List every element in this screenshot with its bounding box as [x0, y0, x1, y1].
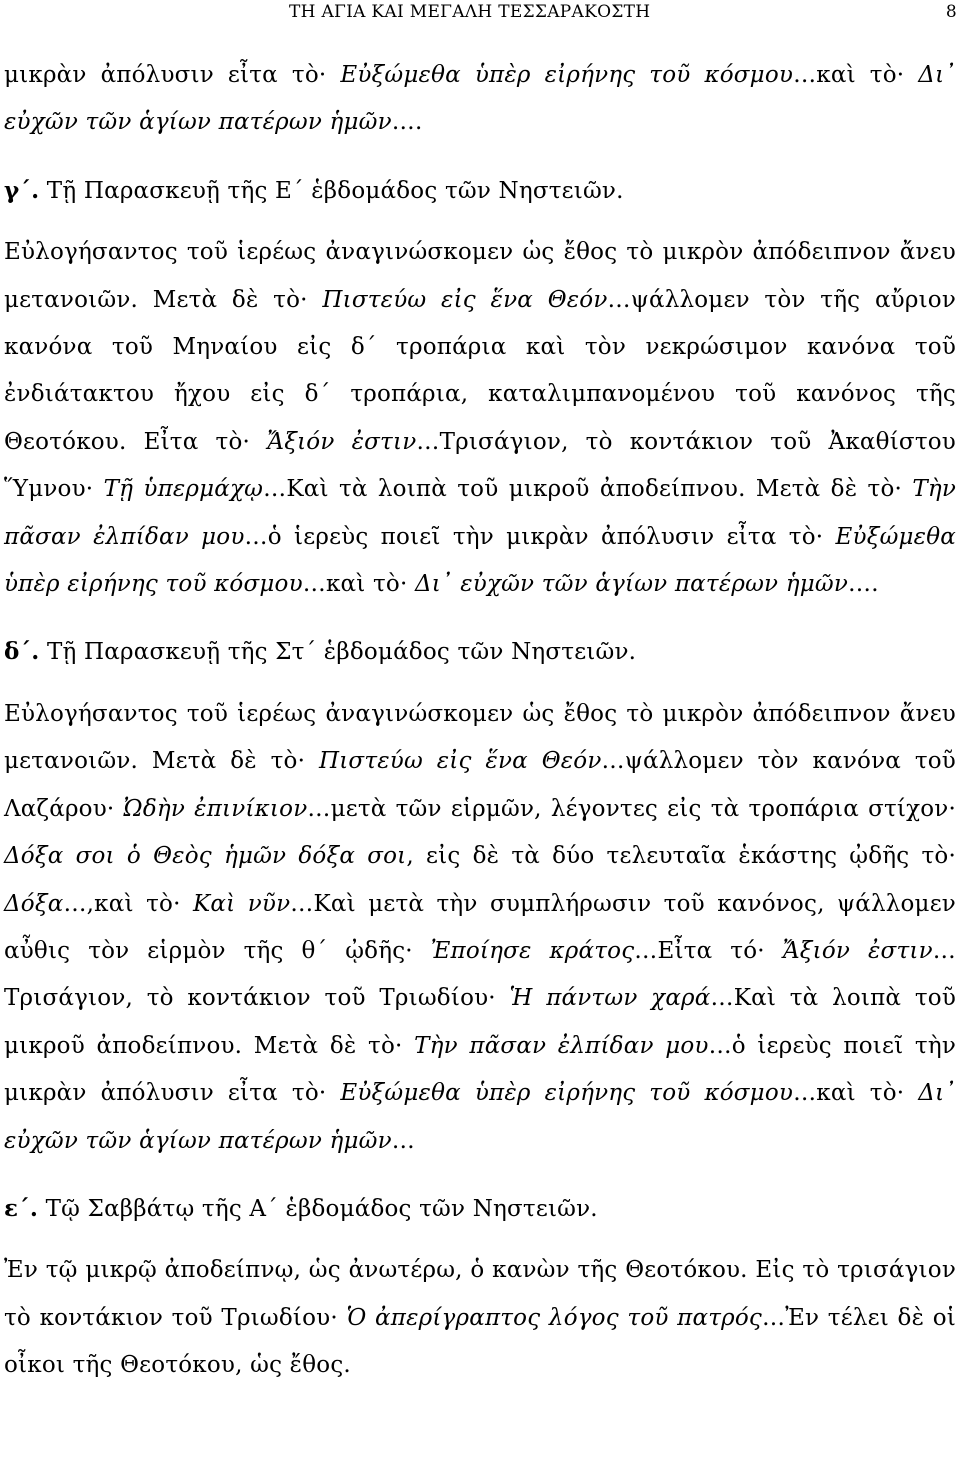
text-run: …Ἐν τέλει δὲ οἱ οἶκοι τῆς Θεοτόκου, ὡς ἔθος. — [4, 1304, 957, 1379]
italic-run: Εὐξώμεθα ὑπὲρ εἰρήνης τοῦ κόσμου — [340, 1080, 794, 1107]
italic-run: Δόξα — [4, 890, 64, 917]
italic-run: Ἡ πάντων χαρά — [509, 985, 711, 1012]
section-heading-gamma — [4, 167, 956, 215]
text-run: Ἐν τῷ μικρῷ ἀποδείπνῳ, ὡς ἀνωτέρω, ὁ κανὼν τῆς Θεοτόκου. Εἰς τὸ τρισάγιον τὸ κοντάκιον τοῦ Τριωδίου· — [4, 1257, 956, 1331]
text-run: …ὁ ἱερεὺς ποιεῖ τὴν μικρὰν ἀπόλυσιν εἶτα τὸ· — [4, 1032, 957, 1107]
text-run: …καὶ τὸ· — [793, 62, 919, 88]
running-title: ΤΗ ΑΓΙΑ ΚΑΙ ΜΕΓΑΛΗ ΤΕΣΣΑΡΑΚΟΣΤΗ — [289, 2, 651, 22]
text-run: Εὐλογήσαντος τοῦ ἱερέως ἀναγινώσκομεν ὡς ἔθος τὸ μικρὸν ἀπόδειπνον ἄνευ μετανοιῶν. Μετὰ δὲ τὸ· — [4, 700, 956, 775]
text-run: …Τρισάγιον, τὸ κοντάκιον τοῦ Ἀκαθίστου Ὕμνου· — [4, 428, 956, 503]
text-run: Εὐλογήσαντος τοῦ ἱερέως ἀναγινώσκομεν ὡς ἔθος τὸ μικρὸν ἀπόδειπνον ἄνευ μετανοιῶν. Μετὰ δὲ τὸ· — [4, 239, 956, 313]
italic-run: Ἄξιόν ἐστιν — [782, 937, 933, 964]
text-run: … — [391, 1127, 415, 1154]
paragraph-section-gamma — [4, 229, 956, 608]
text-run: …Τρισάγιον, τὸ κοντάκιον τοῦ Τριωδίου· — [4, 937, 956, 1012]
section-heading-delta — [4, 628, 956, 676]
paragraph-section-epsilon — [4, 1247, 956, 1389]
document-body — [4, 52, 956, 1390]
section-title: Τῷ Σαββάτῳ τῆς Α΄ ἑβδομάδος τῶν Νηστειῶν. — [38, 1195, 598, 1222]
text-run: …Καὶ τὰ λοιπὰ τοῦ μικροῦ ἀποδείπνου. Μετὰ δὲ τὸ· — [4, 985, 957, 1059]
italic-run: Τὴν πᾶσαν ἐλπίδαν μου — [4, 476, 957, 550]
italic-run: Εὐξώμεθα ὑπὲρ εἰρήνης τοῦ κόσμου — [4, 523, 956, 598]
text-run: μικρὰν ἀπόλυσιν εἶτα τὸ· — [4, 62, 341, 88]
text-run: …. — [848, 571, 879, 598]
italic-run: Ἄξιόν ἐστιν — [267, 428, 417, 455]
section-title: Τῇ Παρασκευῇ τῆς Στ΄ ἑβδομάδος τῶν Νηστειῶν. — [39, 639, 637, 666]
italic-run: Τῇ ὑπερμάχῳ — [103, 476, 264, 503]
text-run: , εἰς δὲ τὰ δύο τελευταῖα ἑκάστης ᾠδῆς τὸ· — [406, 843, 956, 870]
paragraph-section-delta — [4, 691, 956, 1165]
page-header — [0, 0, 960, 30]
text-run: …καὶ τὸ· — [793, 1080, 919, 1107]
section-number: γ΄. — [4, 176, 40, 204]
italic-run: Ὠδὴν ἐπινίκιον — [123, 795, 308, 822]
paragraph-continuation — [4, 52, 956, 147]
section-number: ε΄. — [4, 1194, 39, 1222]
section-title: Τῇ Παρασκευῇ τῆς Ε΄ ἑβδομάδος τῶν Νηστειῶν. — [39, 177, 624, 204]
text-run: …,καὶ τὸ· — [63, 890, 193, 917]
text-run: …. — [391, 109, 423, 136]
text-run: …Καὶ μετὰ τὴν συμπλήρωσιν τοῦ κανόνος, ψάλλομεν αὖθις τὸν εἱρμὸν τῆς θ΄ ᾠδῆς· — [4, 890, 956, 964]
italic-run: Δι᾽ εὐχῶν τῶν ἁγίων πατέρων ἡμῶν — [4, 62, 956, 136]
text-run: …ψάλλομεν τὸν τῆς αὔριον κανόνα τοῦ Μηναίου εἰς δ΄ τροπάρια καὶ τὸν νεκρώσιμον κανόνα τοῦ ἐνδιάτακτου ἤχου εἰς δ΄ τροπάρια, καταλιμπανομένου τοῦ κανόνος τῆς Θεοτόκου. Εἶτα τὸ· — [4, 286, 957, 455]
section-number: δ΄. — [4, 638, 40, 666]
italic-run: Δόξα σοι ὁ Θεὸς ἡμῶν δόξα σοι — [4, 843, 407, 870]
text-run: …μετὰ τῶν εἱρμῶν, λέγοντες εἰς τὰ τροπάρια στίχον· — [307, 795, 956, 822]
text-run: …Εἶτα τό· — [634, 937, 783, 964]
italic-run: Ὁ ἀπερίγραπτος λόγος τοῦ πατρός — [346, 1304, 762, 1331]
italic-run: Εὐξώμεθα ὑπὲρ εἰρήνης τοῦ κόσμου — [340, 62, 794, 88]
italic-run: Καὶ νῦν — [192, 890, 291, 917]
text-run: …Καὶ τὰ λοιπὰ τοῦ μικροῦ ἀποδείπνου. Μετὰ δὲ τὸ· — [263, 476, 913, 503]
text-run: …ὁ ἱερεὺς ποιεῖ τὴν μικρὰν ἀπόλυσιν εἶτα τὸ· — [244, 523, 836, 550]
page-number: 8 — [945, 2, 957, 22]
text-run: …καὶ τὸ· — [302, 571, 415, 598]
italic-run: Δι᾽ εὐχῶν τῶν ἁγίων πατέρων ἡμῶν — [415, 571, 849, 598]
section-heading-epsilon — [4, 1185, 956, 1233]
italic-run: Ἐποίησε κράτος — [430, 937, 635, 964]
italic-run: Πιστεύω εἰς ἕνα Θεόν — [318, 748, 602, 775]
italic-run: Τὴν πᾶσαν ἐλπίδαν μου — [414, 1032, 709, 1059]
text-run: …ψάλλομεν τὸν κανόνα τοῦ Λαζάρου· — [4, 748, 956, 822]
italic-run: Δι᾽ εὐχῶν τῶν ἁγίων πατέρων ἡμῶν — [4, 1080, 956, 1154]
italic-run: Πιστεύω εἰς ἕνα Θεόν — [322, 286, 608, 313]
